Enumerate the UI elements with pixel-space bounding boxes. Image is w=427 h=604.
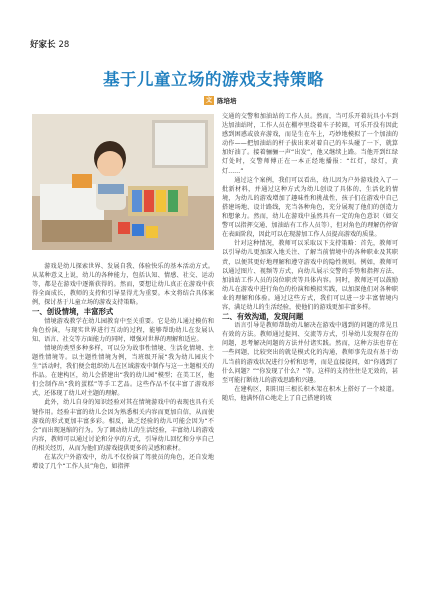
author-line [204, 96, 237, 105]
article-title: 基于儿童立场的游戏支持策略 [103, 70, 324, 89]
running-header [30, 38, 69, 50]
paragraph: 情境的类型多种多样，可以分为故事性情境、生活化情境、主题性情境等。以主题性情境为例，当班级开展“我为幼儿园庆个生”活动时，我们便会组织幼儿在区域游戏中制作与这一主题相关的作品。在建构区，幼儿会搭建出“我的幼儿园”模型；在美工区，他们会制作出“我的蛋糕”等手工艺品。这些作品不仅丰富了游戏形式，还体现了幼儿对主题的理解。 [32, 344, 214, 398]
paragraph: 在建构区，阳阳用三根长积木架在积木上搭好了一个坡道。随后，他满怀信心地走上了自己搭建的坡 [222, 385, 398, 402]
paragraph: 针对这种情况，教师可以采取以下支持策略：首先，教师可以引导幼儿更加深入地关注、了解当前情境中的各种职业及其职责，以便其更好地理解和遵守游戏中的隐性规则。例如，教师可以通过图片、视频等方式，向幼儿展示交警的手势和指挥方法、加油站工作人员的岗位职责等具体内容。同时，教师还可以鼓励幼儿在游戏中进行角色的扮演和模拟实践，以加深他们对各种职业的理解和体验。通过这些方式，我们可以进一步丰富情境内容，满足幼儿的生活经验，使他们的游戏更加丰富多样。 [222, 240, 398, 311]
paragraph: 此外，幼儿自身的知识经验对其在情境游戏中的表现也具有关键作用。经验丰富的幼儿会因为熟悉相关内容而更加自信，从而使游戏的形式更加丰富多彩。相反，缺乏经验的幼儿可能会因为“不会”而出现退缩的行为。为了调动幼儿的生活经验，丰富幼儿的游戏内容，教师可以通过讨论和分享的方式，引导幼儿回忆和分享自己的相关经历，从而为他们的游戏提供更多的灵感和素材。 [32, 399, 214, 452]
paragraph: 语言引导是教师帮助幼儿解决在游戏中遇到的问题的常见且有效的方法。教师通过提问、交流等方式，引导幼儿发现存在的问题，思考解决问题的方法并付诸实践。然而，这种方法也存在一些问题，比较突出的就是模式化的沟通，教师事先设有基于幼儿当前的游戏状况进行分析和思考，而是直接提问，如“你遇到了什么问题？”“你发现了什么？”等。这样的支持往往是无效的，甚至可能打断幼儿的游戏思路和兴趣。 [222, 322, 398, 384]
paragraph: 通过这个案例，我们可以看出，幼儿因为户外游戏投入了一批新材料，并通过这种方式为幼儿创设了具体的、生活化的情境，为幼儿的游戏增加了趣味性和挑战性，孩子们在游戏中自己搭建场地、设计路线，充当各种角色，充分展现了他们的创造力和想象力。然而，幼儿在游戏中虽然具有一定的角色意识（如交警可以指挥交通、加油站有工作人员等），但对角色的理解仍停留在表面阶段，因此可以在现游加工作人员提高游戏的质量。 [222, 176, 398, 239]
right-column [222, 112, 398, 403]
page-number: 28 [58, 40, 70, 50]
magazine-section: 好家长 [30, 40, 56, 50]
section-heading-2: 二、有效沟通，发现问题 [222, 312, 304, 322]
child-playing-photo [32, 114, 214, 250]
author-name: 陈培培 [217, 97, 237, 105]
paragraph: 交通的交警和加油站的工作人员。然而，当可乐开着玩具小车到达加油站时，工作人员在棚亭里绕着车子转圈，可乐开没有因此感到困惑或放弃游戏，而是生在车上，巧妙地模拟了一个加油的动作——把加油站的杆子拔出来对着自己的车头碰了一下，就算加好油了。接着骊骊一声“出发”，他又继续上路。当他开到红绿灯处时，交警师傅正在一本正经地播报：“红灯，绿灯，黄灯……” [222, 113, 398, 175]
paragraph: 情境游戏教学在幼儿园教育中至关重要。它是幼儿通过模仿和角色扮演，与现实世界进行互动的过程，能够帮助幼儿在发展认知、语言、社交等方面能力的同时，增强对世界的理解和适应。 [32, 317, 214, 343]
left-column [32, 262, 214, 471]
article-photo [32, 114, 214, 250]
section-heading-1: 一、创设情境，丰富形式 [32, 307, 114, 317]
intro-paragraph: 游戏是幼儿探索世界、发展自我、体验快乐的基本活动方式。从某种意义上说，幼儿的各种能力，包括认知、情感、社交、运动等，都是在游戏中逐渐获得的。然而，要想让幼儿真正在游戏中获得全面成长，教师的支持和引导显得尤为重要。本文将结合具体案例，探讨基于儿童立场的游戏支持策略。 [32, 263, 214, 307]
author-tag: 文 [206, 97, 213, 104]
paragraph: 在某次户外游戏中，幼儿不仅扮演了驾驶员的角色，还自发地增设了几个“工作人员”角色，如指挥 [32, 453, 214, 471]
